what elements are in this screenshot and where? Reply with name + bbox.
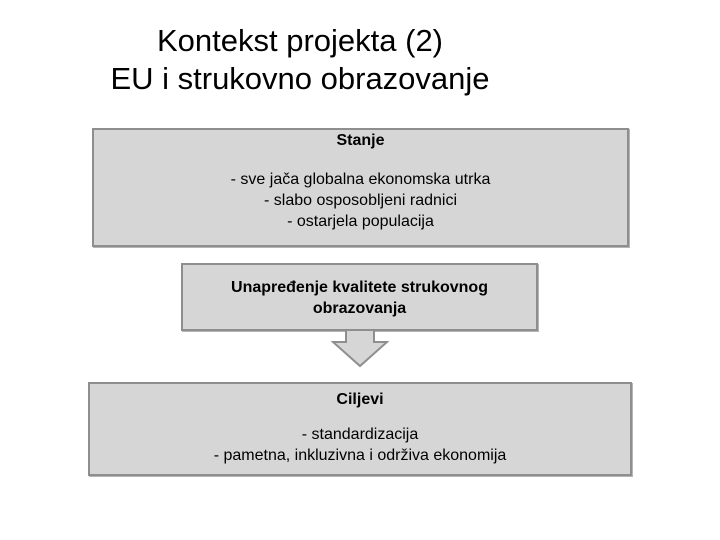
stanje-item: - sve jača globalna ekonomska utrka [230, 171, 491, 188]
stanje-list [94, 169, 627, 232]
unapredenje-heading-line: Unapređenje kvalitete strukovnog [231, 279, 488, 296]
title-line-2: EU i strukovno obrazovanje [110, 61, 490, 96]
unapredenje-heading-line: obrazovanja [312, 300, 407, 317]
stanje-item: - slabo osposobljeni radnici [264, 192, 457, 209]
ciljevi-heading: Ciljevi [336, 391, 384, 408]
ciljevi-item: - pametna, inkluzivna i održiva ekonomija [213, 447, 507, 464]
unapredenje-box [181, 263, 538, 331]
ciljevi-item: - standardizacija [301, 426, 419, 443]
down-arrow-icon [331, 330, 389, 368]
unapredenje-heading [183, 277, 536, 319]
stanje-box [92, 128, 629, 247]
down-arrow-shape [333, 330, 387, 366]
ciljevi-list [90, 424, 630, 466]
ciljevi-box [88, 382, 632, 476]
stanje-heading: Stanje [336, 132, 385, 149]
title-line-1: Kontekst projekta (2) [156, 23, 444, 58]
page-title [0, 22, 600, 98]
stanje-item: - ostarjela populacija [287, 213, 434, 230]
